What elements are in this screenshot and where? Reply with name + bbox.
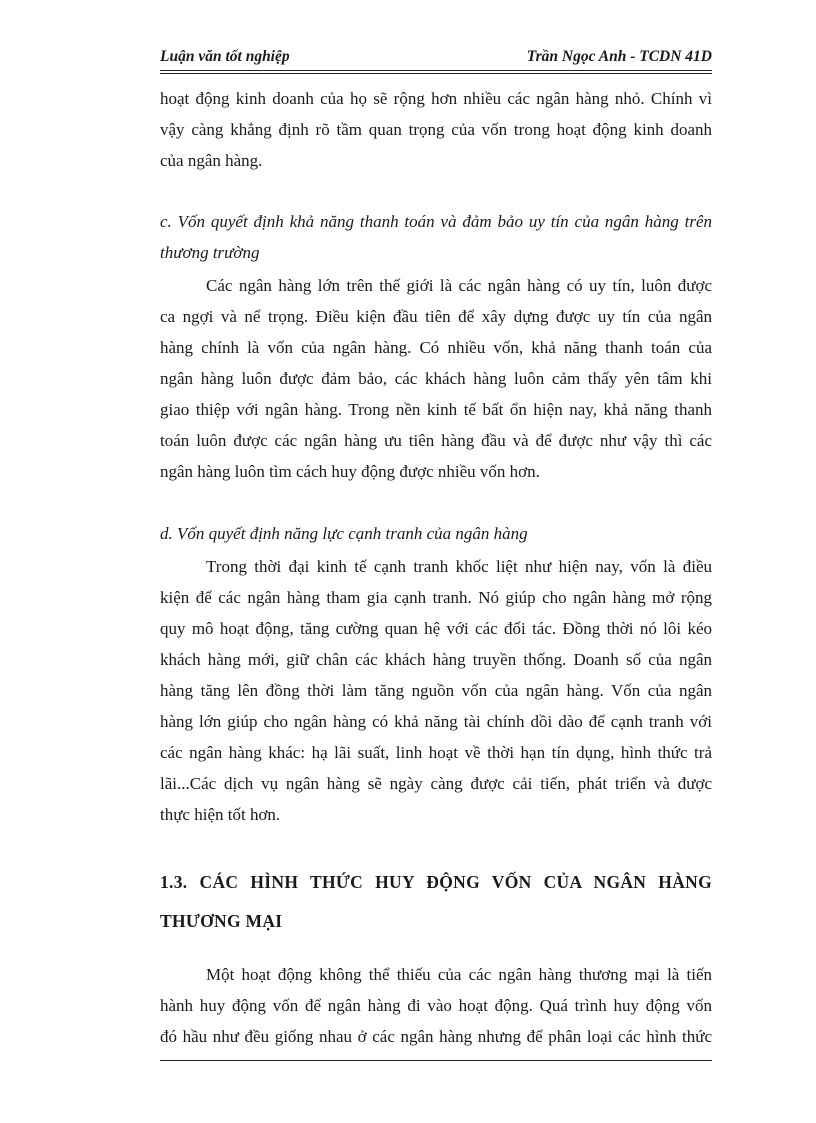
text-line: hàng chính là vốn của ngân hàng. Có nhiều vốn, khả năng thanh toán của (160, 338, 712, 357)
text-line: toán luôn được các ngân hàng ưu tiên hàng đầu và để được như vậy thì các (160, 431, 712, 450)
text-line: ngân hàng luôn tìm cách huy động được nhiều vốn hơn. (160, 462, 540, 481)
text-line: giao thiệp với ngân hàng. Trong nền kinh tế bất ổn hiện nay, khả năng thanh (160, 400, 712, 419)
header-rule (160, 70, 712, 71)
text-line: Một hoạt động không thể thiếu của các ngân hàng thương mại là tiến (206, 965, 712, 984)
section-heading-c-cont: thương trường (160, 243, 260, 262)
header-author: Trần Ngọc Anh - TCDN 41D (526, 48, 712, 65)
header-rule-thin (160, 73, 712, 74)
text-line: kiện để các ngân hàng tham gia cạnh tranh. Nó giúp cho ngân hàng mở rộng (160, 588, 712, 607)
text-line: vậy càng khẳng định rõ tầm quan trọng của vốn trong hoạt động kinh doanh (160, 120, 712, 139)
section-heading-1-3-cont: THƯƠNG MẠI (160, 911, 283, 931)
text-line: thực hiện tốt hơn. (160, 805, 281, 824)
header-thesis-label: Luận văn tốt nghiệp (160, 48, 290, 65)
text-line: hàng lớn giúp cho ngân hàng có khả năng tài chính dồi dào để cạnh tranh với (160, 712, 712, 731)
text-line: quy mô hoạt động, tăng cường quan hệ với các đối tác. Đồng thời nó lôi kéo (160, 619, 712, 638)
text-line: hành huy động vốn để ngân hàng đi vào hoạt động. Quá trình huy động vốn (160, 996, 712, 1015)
footer-rule (160, 1060, 712, 1061)
text-line: lãi...Các dịch vụ ngân hàng sẽ ngày càng được cải tiến, phát triển và được (160, 774, 712, 793)
page-header (160, 44, 712, 66)
text-line: ca ngợi và nể trọng. Điều kiện đầu tiên để xây dựng được uy tín của ngân (160, 307, 712, 326)
section-heading-1-3: 1.3. CÁC HÌNH THỨC HUY ĐỘNG VỐN CỦA NGÂN HÀNG (160, 872, 712, 892)
section-heading-c: c. Vốn quyết định khả năng thanh toán và đảm bảo uy tín của ngân hàng trên (160, 212, 712, 231)
text-line: khách hàng mới, giữ chân các khách hàng truyền thống. Doanh số của ngân (160, 650, 712, 669)
text-line: ngân hàng luôn được đảm bảo, các khách hàng luôn cảm thấy yên tâm khi (160, 369, 712, 388)
text-line: hoạt động kinh doanh của họ sẽ rộng hơn nhiều các ngân hàng nhỏ. Chính vì (160, 89, 712, 108)
text-line: của ngân hàng. (160, 151, 263, 170)
section-heading-d: d. Vốn quyết định năng lực cạnh tranh của ngân hàng (160, 524, 528, 543)
text-line: đó hầu như đều giống nhau ở các ngân hàng nhưng để phân loại các hình thức (160, 1027, 712, 1046)
text-line: Trong thời đại kinh tế cạnh tranh khốc liệt như hiện nay, vốn là điều (206, 557, 712, 576)
text-line: hàng tăng lên đồng thời làm tăng nguồn vốn của ngân hàng. Vốn của ngân (160, 681, 712, 700)
text-line: Các ngân hàng lớn trên thế giới là các ngân hàng có uy tín, luôn được (206, 276, 712, 295)
text-line: các ngân hàng khác: hạ lãi suất, linh hoạt về thời hạn tín dụng, hình thức trả (160, 743, 712, 762)
